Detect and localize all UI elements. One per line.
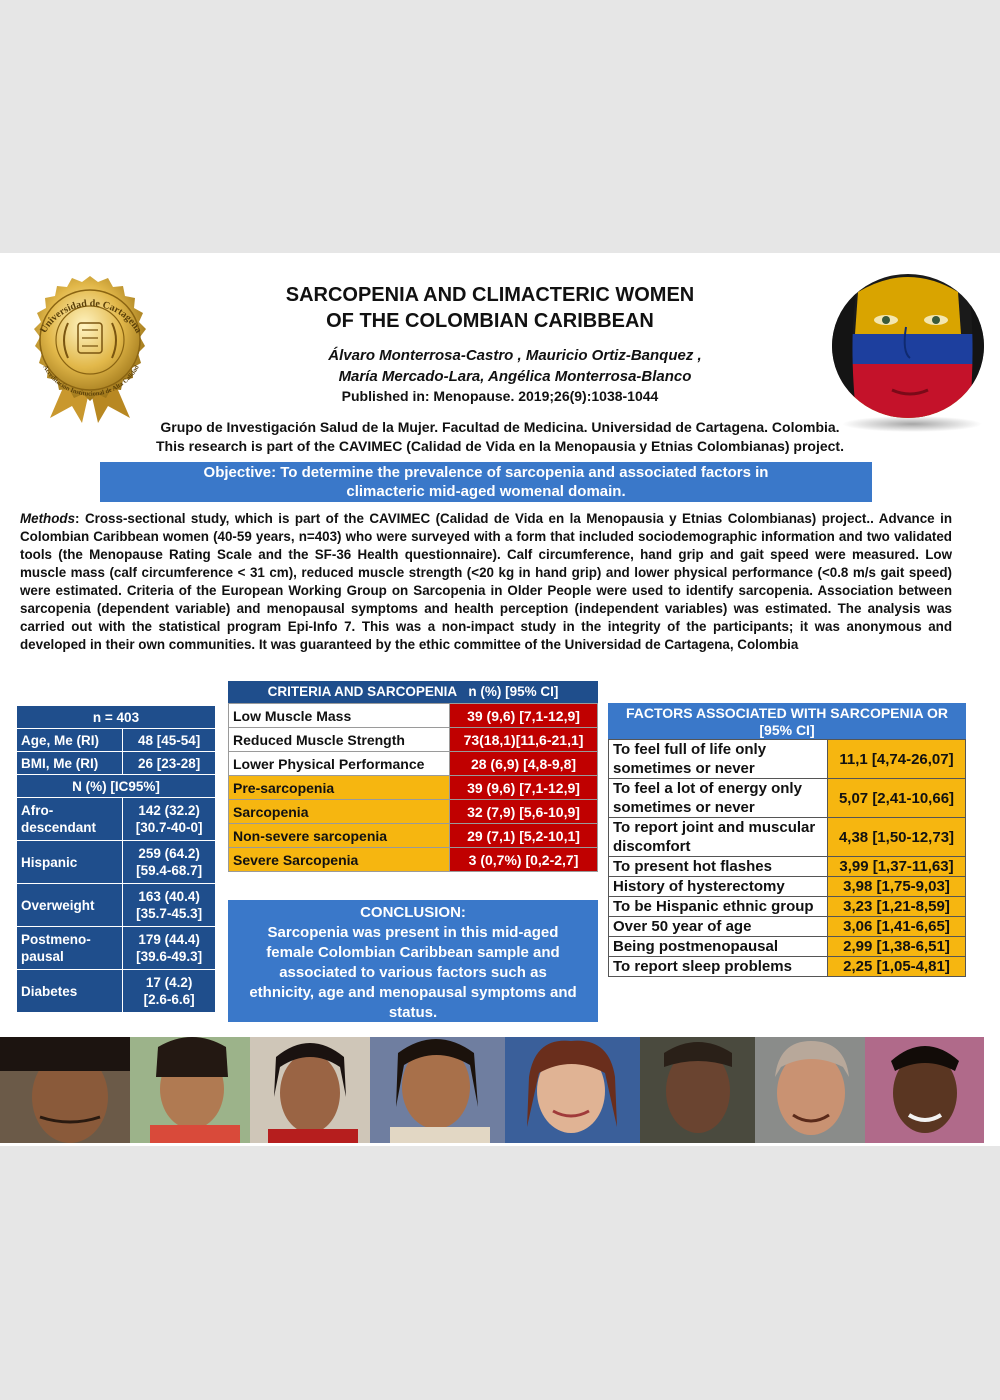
objective-banner: [100, 462, 872, 502]
factor-label: To present hot flashes: [609, 857, 828, 877]
table-row: [17, 798, 216, 841]
conclusion-heading: CONCLUSION:: [360, 904, 466, 921]
published-citation: Published in: Menopause. 2019;26(9):1038-1044: [341, 388, 659, 404]
factor-label: To report joint and muscular discomfort: [609, 818, 828, 857]
criteria-value: 29 (7,1) [5,2-10,1]: [450, 824, 598, 848]
demographics-n: n = 403: [17, 706, 216, 729]
photo-woman-6: [640, 1037, 755, 1143]
title-line-2: OF THE COLOMBIAN CARIBBEAN: [326, 310, 654, 332]
criteria-label: Low Muscle Mass: [229, 704, 450, 728]
factor-label: Being postmenopausal: [609, 937, 828, 957]
demo-label: Diabetes: [17, 970, 123, 1013]
table-row: [17, 884, 216, 927]
factor-label: To be Hispanic ethnic group: [609, 897, 828, 917]
flag-face-image: [828, 272, 988, 432]
factors-header: FACTORS ASSOCIATED WITH SARCOPENIA OR [95% CI]: [608, 703, 966, 739]
methods-text: : Cross-sectional study, which is part of the CAVIMEC (Calidad de Vida en la Menopausia y Etnias Colombianas) project.. Advance in Colombian Caribbean women (40-59 years, n=403) who were surveyed with a form that included sociodemographic information and two validated tools (the Menopause Rating Scale and the SF-36 Health questionnaire). Calf circumference, hand grip and gait speed were measured. Low muscle mass (calf circumference < 31 cm), reduced muscle strength (<20 kg in hand grip) and lower physical performance (<0.8 m/s gait speed) were estimated. Criteria of the European Working Group on Sarcopenia in Older People were used to identify sarcopenia. Association between sarcopenia (dependent variable) and menopausal symptoms and health perception (independent variables) was estimated. The analysis was carried out with the statistical program Epi-Info 7. This was a non-impact study in the integrity of the participants; it was anonymous and developed in their own communities. It was guaranteed by the ethic committee of the Universidad de Cartagena, Colombia: [20, 511, 952, 652]
table-row: [17, 970, 216, 1013]
criteria-value: 39 (9,6) [7,1-12,9]: [450, 704, 598, 728]
criteria-value: 73(18,1)[11,6-21,1]: [450, 728, 598, 752]
criteria-label: Lower Physical Performance: [229, 752, 450, 776]
demo-value: 142 (32.2) [30.7-40-0]: [123, 798, 216, 841]
demo-value: 163 (40.4) [35.7-45.3]: [123, 884, 216, 927]
demographics-subheader: N (%) [IC95%]: [17, 775, 216, 798]
photo-woman-8: [865, 1037, 984, 1143]
factor-value: 2,25 [1,05-4,81]: [828, 957, 966, 977]
factor-value: 3,06 [1,41-6,65]: [828, 917, 966, 937]
table-row: [229, 728, 598, 752]
factor-value: 5,07 [2,41-10,66]: [828, 779, 966, 818]
factor-label: To report sleep problems: [609, 957, 828, 977]
demo-label: Hispanic: [17, 841, 123, 884]
table-row: [17, 729, 216, 752]
demo-value: 259 (64.2) [59.4-68.7]: [123, 841, 216, 884]
table-row: [609, 740, 966, 779]
affiliation: [110, 418, 890, 456]
table-row: [609, 957, 966, 977]
photo-woman-4: [370, 1037, 505, 1143]
methods-paragraph: [20, 510, 952, 654]
seal-bottom-text: Acreditación Institucional de Alta Calidad: [41, 364, 141, 398]
demo-value: 179 (44.4) [39.6-49.3]: [123, 927, 216, 970]
table-row: [229, 824, 598, 848]
table-row: [17, 841, 216, 884]
authors-line-2: María Mercado-Lara, Angélica Monterrosa-Blanco: [338, 368, 692, 385]
authors: [280, 345, 750, 387]
criteria-value: 39 (9,6) [7,1-12,9]: [450, 776, 598, 800]
photo-woman-7: [755, 1037, 865, 1143]
table-row: [609, 818, 966, 857]
demo-label: Postmeno- pausal: [17, 927, 123, 970]
factor-value: 2,99 [1,38-6,51]: [828, 937, 966, 957]
criteria-header-right: n (%) [95% CI]: [468, 684, 559, 699]
table-row: [609, 877, 966, 897]
factor-label: To feel full of life only sometimes or never: [609, 740, 828, 779]
criteria-value: 32 (7,9) [5,6-10,9]: [450, 800, 598, 824]
demographics-table: [16, 705, 216, 1013]
title-line-1: SARCOPENIA AND CLIMACTERIC WOMEN: [285, 284, 695, 306]
demo-value: 17 (4.2) [2.6-6.6]: [123, 970, 216, 1013]
table-row: [229, 800, 598, 824]
table-row: [229, 776, 598, 800]
criteria-label: Pre-sarcopenia: [229, 776, 450, 800]
demo-label: BMI, Me (RI): [17, 752, 123, 775]
table-row: [609, 857, 966, 877]
authors-line-1: Álvaro Monterrosa-Castro , Mauricio Ortiz-Banquez ,: [328, 347, 702, 364]
table-row: [229, 704, 598, 728]
factor-label: Over 50 year of age: [609, 917, 828, 937]
affiliation-line-2: This research is part of the CAVIMEC (Calidad de Vida en la Menopausia y Etnias Colombianas) project.: [156, 438, 844, 454]
demo-label: Afro- descendant: [17, 798, 123, 841]
photo-strip: [0, 1037, 984, 1143]
factor-value: 3,23 [1,21-8,59]: [828, 897, 966, 917]
demo-value: 26 [23-28]: [123, 752, 216, 775]
criteria-label: Non-severe sarcopenia: [229, 824, 450, 848]
photo-woman-2: [130, 1037, 250, 1143]
demo-label: Age, Me (RI): [17, 729, 123, 752]
factors-table: [608, 739, 966, 977]
table-row: [229, 848, 598, 872]
table-row: [609, 897, 966, 917]
photo-woman-1: [0, 1037, 130, 1143]
criteria-header: [228, 681, 598, 703]
conclusion-text: Sarcopenia was present in this mid-aged female Colombian Caribbean sample and associated to various factors such as ethnicity, age and menopausal symptoms and status.: [249, 924, 577, 1021]
table-row: [609, 779, 966, 818]
table-row: [229, 752, 598, 776]
conclusion-box: [228, 900, 598, 1022]
factor-label: History of hysterectomy: [609, 877, 828, 897]
criteria-table: [228, 703, 598, 872]
demo-label: Overweight: [17, 884, 123, 927]
criteria-value: 28 (6,9) [4,8-9,8]: [450, 752, 598, 776]
table-row: [609, 917, 966, 937]
criteria-header-left: CRITERIA AND SARCOPENIA: [267, 684, 458, 699]
university-seal: [10, 268, 170, 423]
factor-value: 3,99 [1,37-11,63]: [828, 857, 966, 877]
criteria-label: Sarcopenia: [229, 800, 450, 824]
criteria-label: Severe Sarcopenia: [229, 848, 450, 872]
table-row: [609, 937, 966, 957]
table-row: [17, 752, 216, 775]
demo-value: 48 [45-54]: [123, 729, 216, 752]
criteria-label: Reduced Muscle Strength: [229, 728, 450, 752]
factor-label: To feel a lot of energy only sometimes or never: [609, 779, 828, 818]
factor-value: 11,1 [4,74-26,07]: [828, 740, 966, 779]
photo-woman-5: [505, 1037, 640, 1143]
poster-title: [230, 282, 750, 334]
seal-top-text: Universidad de Cartagena: [38, 298, 144, 336]
photo-woman-3: [250, 1037, 370, 1143]
methods-lead: Methods: [20, 511, 76, 526]
factor-value: 4,38 [1,50-12,73]: [828, 818, 966, 857]
affiliation-line-1: Grupo de Investigación Salud de la Mujer. Facultad de Medicina. Universidad de Cartagena. Colombia.: [160, 419, 840, 435]
factor-value: 3,98 [1,75-9,03]: [828, 877, 966, 897]
criteria-value: 3 (0,7%) [0,2-2,7]: [450, 848, 598, 872]
table-row: [17, 927, 216, 970]
objective-line-1: Objective: To determine the prevalence of sarcopenia and associated factors in: [203, 464, 769, 481]
objective-line-2: climacteric mid-aged womenal domain.: [346, 483, 626, 500]
